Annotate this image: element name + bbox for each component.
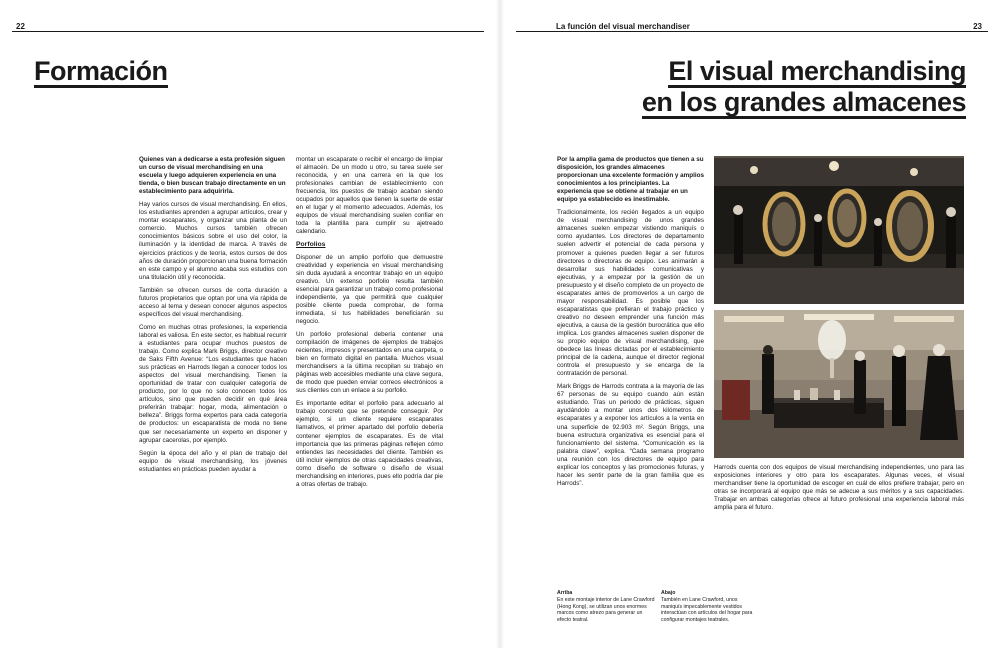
- body-paragraph: Disponer de un amplio porfolio que demuestre creatividad y experiencia en visual merchandising sin duda ayudará a encontrar trabajo en un equipo creativo. Un extenso porfolio resulta también esencial para garantizar un trabajo como profesional independiente, ya que permitirá que cualquier posible cliente pueda comprobar, de forma inmediata, si tus habilidades beneficiarán su negocio.: [296, 253, 443, 325]
- header-rule-left: [12, 31, 484, 32]
- book-gutter: [496, 0, 504, 648]
- right-title-line1: El visual merchandising: [668, 56, 966, 86]
- caption-heading: Abajo: [661, 590, 676, 596]
- page-number-right: 23: [973, 22, 982, 31]
- body-paragraph: También se ofrecen cursos de corta duración a futuros propietarios que optan por una vía rápida de acceso al tema y desean conocer algunos aspectos específicos del visual merchandising.: [139, 286, 287, 318]
- photo-store-frames-image: [714, 156, 964, 304]
- body-paragraph: Según la época del año y el plan de trabajo del equipo de visual merchandising, los jóvenes estudiantes en prácticas pueden ayudar a: [139, 449, 287, 473]
- right-column-2: [714, 464, 964, 517]
- caption-bottom-photo: [661, 590, 759, 623]
- left-column-2: [296, 156, 443, 494]
- page-number-left: 22: [16, 22, 25, 31]
- body-paragraph: Como en muchas otras profesiones, la experiencia laboral es valiosa. En este sector, es habitual recurrir a estudiantes para ocupar muchos puestos de trabajo. Como explica Mark Briggs, director creativo de Saks Fifth Avenue: “Los estudiantes que hacen sus prácticas en Harrods llegan a conocer todos los aspectos del visual merchandising. Tienen la oportunidad de tratar con cualquier categoría de producto, por lo que no solo conocen todos los artículos, sino que pueden decidir en qué área preferirán trabajar: hogar, moda, alimentación o belleza”. Briggs forma expertos para cada categoría de productos: un escaparatista de moda no tiene que ser necesariamente un experto en disponer y agrupar cacerolas, por ejemplo.: [139, 323, 287, 444]
- section-subhead: Porfolios: [296, 241, 326, 249]
- right-page-title: [642, 57, 966, 119]
- right-title-line2: en los grandes almacenes: [641, 87, 966, 117]
- caption-heading: Arriba: [557, 590, 573, 596]
- body-paragraph: montar un escaparate o recibir el encargo de limpiar el almacén. De un modo u otro, su tarea suele ser reconocida, y en una carrera en la que los profesionales cambian de establecimiento con frecuencia, los puestos de trabajo acaban siendo ocupados por aquellos que tienen la suerte de estar en el lugar y el momento adecuados. Además, los equipos de visual merchandising suelen confiar en toda la plantilla para cumplir su ajetreado calendario.: [296, 156, 443, 236]
- photo-store-mannequins: [714, 310, 964, 458]
- body-paragraph: Mark Briggs de Harrods contrata a la mayoría de las 67 personas de su equipo cuando aún están estudiando. Tras un periodo de prácticas, siguen ayudándolo a montar unos dos kilómetros de escaparates y a exponer los artículos a la venta en una superficie de 92.903 m². Según Briggs, una buena estructura organizativa es esencial para el funcionamiento del sistema. “Comunicación es la palabra clave”, explica. “Cada semana programo una reunión con los directores de equipo para explicar los conceptos y las promociones futuras, y hacer les sentir parte de la gran familia que es Harrods”.: [557, 383, 704, 487]
- right-column-1: [557, 156, 704, 493]
- photo-store-frames: [714, 156, 964, 304]
- lead-paragraph: Quienes van a dedicarse a esta profesión siguen un curso de visual merchandising en una escuela y luego adquieren experiencia en una tienda, o bien buscan trabajo directamente en un establecimiento para adquirirla.: [139, 156, 286, 196]
- header-rule-right: [516, 31, 988, 32]
- body-paragraph: Hay varios cursos de visual merchandising. En ellos, los estudiantes aprenden a agrupar artículos, crear y montar escaparates, y organizar una planta de un comercio. Muchos cursos también ofrecen conocimientos básicos sobre el uso del color, la iluminación y la identidad de marca. A través de ejercicios prácticos y de teoría, estos cursos de dos años de duración proporcionan una buena formación en este campo y el alumno acaba sus estudios con una titulación útil y reconocida.: [139, 201, 287, 281]
- body-paragraph: Un porfolio profesional debería contener una compilación de imágenes de ejemplos de trabajos recientes, impresos y presentados en una carpeta, o bien en formato digital en pantalla. Muchos visual merchandisers a la última recopilan su trabajo en páginas web accesibles mediante una clave segura, de modo que pueden enviar correos electrónicos a sus clientes con un enlace a su porfolio.: [296, 330, 443, 395]
- running-head: La función del visual merchandiser: [556, 22, 690, 31]
- left-page-title: Formación: [34, 56, 168, 86]
- lead-paragraph: Por la amplia gama de productos que tienen a su disposición, los grandes almacenes proporcionan una excelente formación y amplios conocimientos a los principiantes. La experiencia que se obtiene al trabajar en un equipo ya establecido es inestimable.: [557, 156, 704, 204]
- caption-text: En este montaje interior de Lane Crawford (Hong Kong), se utilizan unos enormes marcos como atrezo para generar un efecto teatral.: [557, 597, 655, 623]
- caption-text: También en Lane Crawford, unos maniquís impecablemente vestidos interactúan con artículos del hogar para configurar montajes teatrales.: [661, 597, 753, 623]
- photo-store-mannequins-image: [714, 310, 964, 458]
- left-column-1: [139, 156, 287, 479]
- body-paragraph: Harrods cuenta con dos equipos de visual merchandising independientes, uno para las exposiciones interiores y otro para los escaparates. Algunas veces, el visual merchandiser tiene la oportunidad de escoger en cuál de ellos prefiere trabajar, pero en otras se incorporará al equipo que más se adecue a sus méritos y a sus capacidades. Trabajar en ambas categorías ofrece al futuro profesional una experiencia laboral más amplia para el futuro.: [714, 464, 964, 512]
- caption-top-photo: [557, 590, 655, 623]
- body-paragraph: Tradicionalmente, los recién llegados a un equipo de visual merchandising de unos grandes almacenes suelen empezar vistiendo maniquís o como ayudantes. Los directores de departamento suelen advertir el potencial de cada persona y promover a quienes pueden llegar a ser futuros directores o directoras de equipo. Les animarán a desarrollar sus habilidades comunicativas y ejecutivas, y a empezar por la gestión de un presupuesto y el diseño completo de un proyecto de escaparates antes de promoverlos a un cargo de mayor responsabilidad. Es posible que los escaparatistas que prefieran el trabajo práctico y creativo no deseen emprender una función más ejecutiva, a causa de la gestión burocrática que ello implica. Los grandes almacenes suelen disponer de su propio equipo de visual merchandising, que obedece las líneas dictadas por el establecimiento principal de la cadena, aunque el director regional controla el presupuesto y se encarga de la contratación de personal.: [557, 209, 704, 378]
- body-paragraph: Es importante editar el porfolio para adecuarlo al trabajo concreto que se pretende conseguir. Por ejemplo, si un cliente requiere escaparates llamativos, el primer apartado del porfolio debería contener ejemplos de escaparates. Es de vital importancia que las primeras páginas reflejen cómo entiendes las necesidades del cliente. También es útil incluir ejemplos de otras capacidades creativas, como diseño de software o diseño de visual merchandising en interiores, pues ello podría dar pie a otras ofertas de trabajo.: [296, 400, 443, 488]
